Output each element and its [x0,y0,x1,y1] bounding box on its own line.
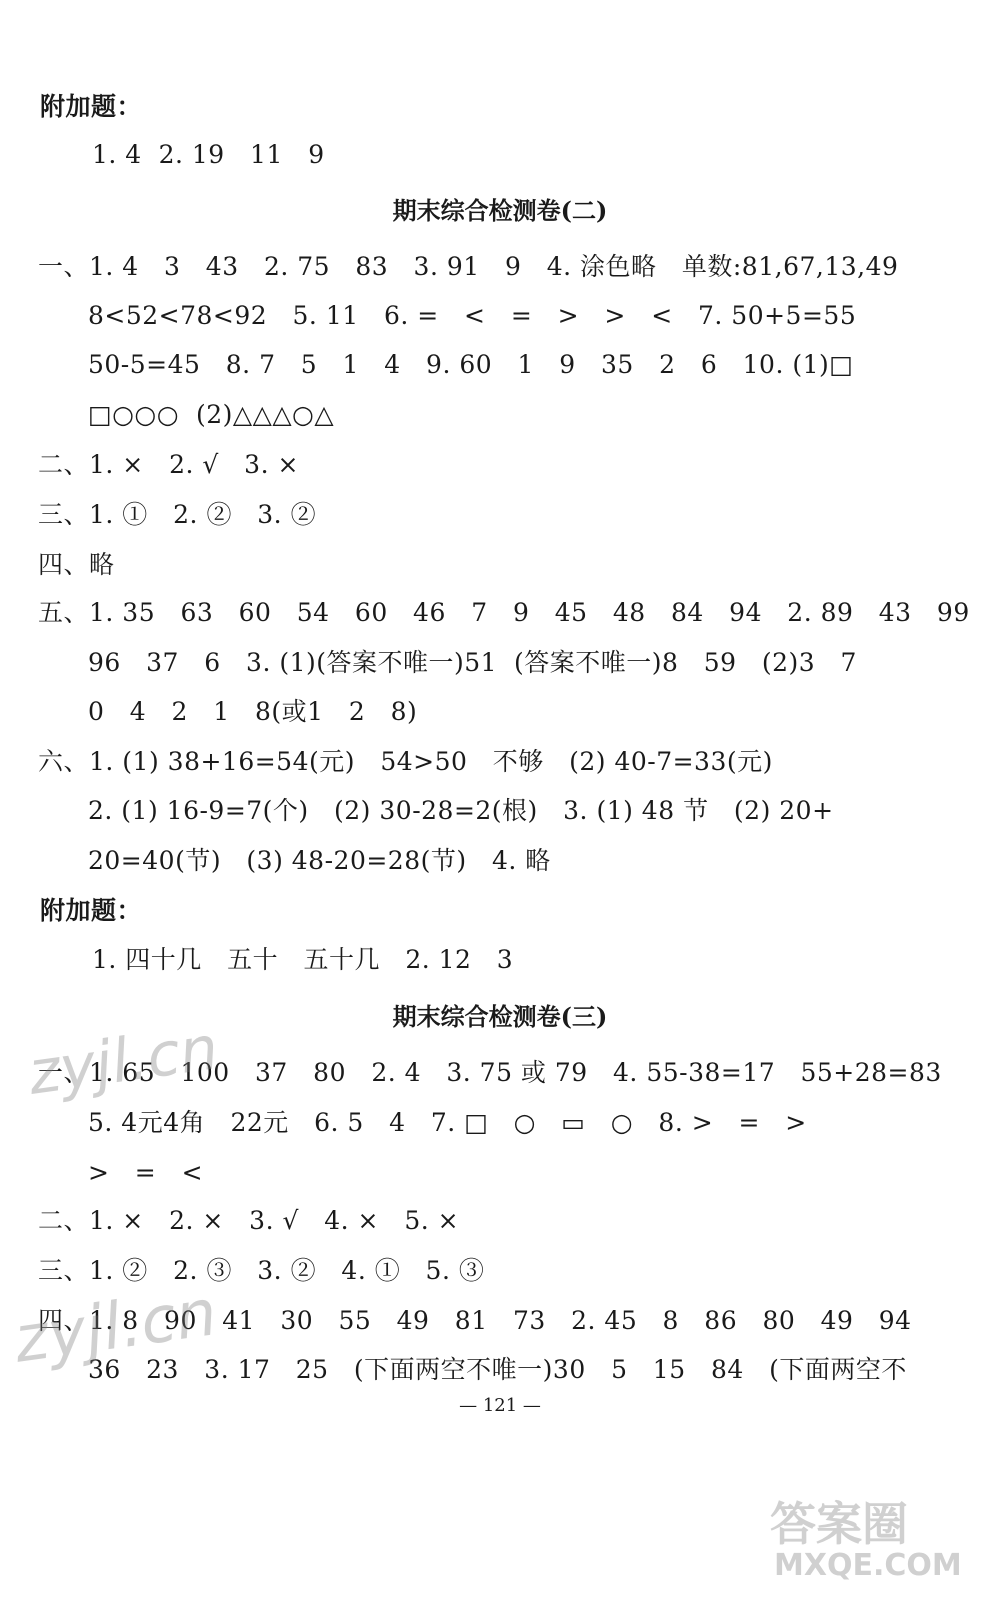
exam2-line: 96 37 6 3. (1)(答案不唯一)51 (答案不唯一)8 59 (2)3 7 [88,648,857,677]
page-number: — 121 — [459,1395,541,1416]
exam2-line: 50-5=45 8. 7 5 1 4 9. 60 1 9 35 2 6 10. (1)□ [88,350,854,379]
extra-label-2: 附加题： [40,896,143,925]
exam2-line: 四、略 [38,550,115,579]
exam2-line: 二、1. × 2. √ 3. × [38,450,299,479]
exam2-line: □○○○ (2)△△△○△ [88,400,335,429]
extra-answers-1: 1. 4 2. 19 11 9 [92,140,325,169]
exam3-line: 四、1. 8 90 41 30 55 49 81 73 2. 45 8 86 80 49 94 [38,1306,912,1335]
exam3-line: > = < [88,1158,204,1187]
watermark-logo: 答案圈 [770,1497,908,1551]
exam2-line: 五、1. 35 63 60 54 60 46 7 9 45 48 84 94 2. 89 43 99 [38,598,970,627]
exam3-line: 一、1. 65 100 37 80 2. 4 3. 75 或 79 4. 55-38=17 55+28=83 [38,1058,942,1087]
exam2-line: 三、1. ① 2. ② 3. ② [38,500,317,529]
exam2-line: 2. (1) 16-9=7(个) (2) 30-28=2(根) 3. (1) 48 节 (2) 20+ [88,796,834,825]
watermark-logo: zyjl.cn [9,1276,222,1378]
exam2-title: 期末综合检测卷(二) [392,196,608,225]
watermark-logo: MXQE.COM [774,1548,962,1583]
exam2-line: 20=40(节) (3) 48-20=28(节) 4. 略 [88,846,551,875]
exam3-line: 36 23 3. 17 25 (下面两空不唯一)30 5 15 84 (下面两空不 [88,1355,907,1384]
extra-label-1: 附加题： [40,92,143,121]
extra-answers-2: 1. 四十几 五十 五十几 2. 12 3 [92,945,514,974]
exam2-line: 8<52<78<92 5. 11 6. = < = > > < 7. 50+5=55 [88,301,857,330]
exam2-line: 六、1. (1) 38+16=54(元) 54>50 不够 (2) 40-7=33(元) [38,747,773,776]
exam2-line: 0 4 2 1 8(或1 2 8) [88,697,418,726]
exam3-line: 三、1. ② 2. ③ 3. ② 4. ① 5. ③ [38,1256,485,1285]
watermark-logo: zyjl.cn [24,1013,223,1109]
exam3-line: 5. 4元4角 22元 6. 5 4 7. □ ○ ▭ ○ 8. > = > [88,1108,807,1137]
exam2-line: 一、1. 4 3 43 2. 75 83 3. 91 9 4. 涂色略 单数:81,67,13,49 [38,252,899,281]
exam3-title: 期末综合检测卷(三) [392,1002,608,1031]
exam3-line: 二、1. × 2. × 3. √ 4. × 5. × [38,1206,460,1235]
